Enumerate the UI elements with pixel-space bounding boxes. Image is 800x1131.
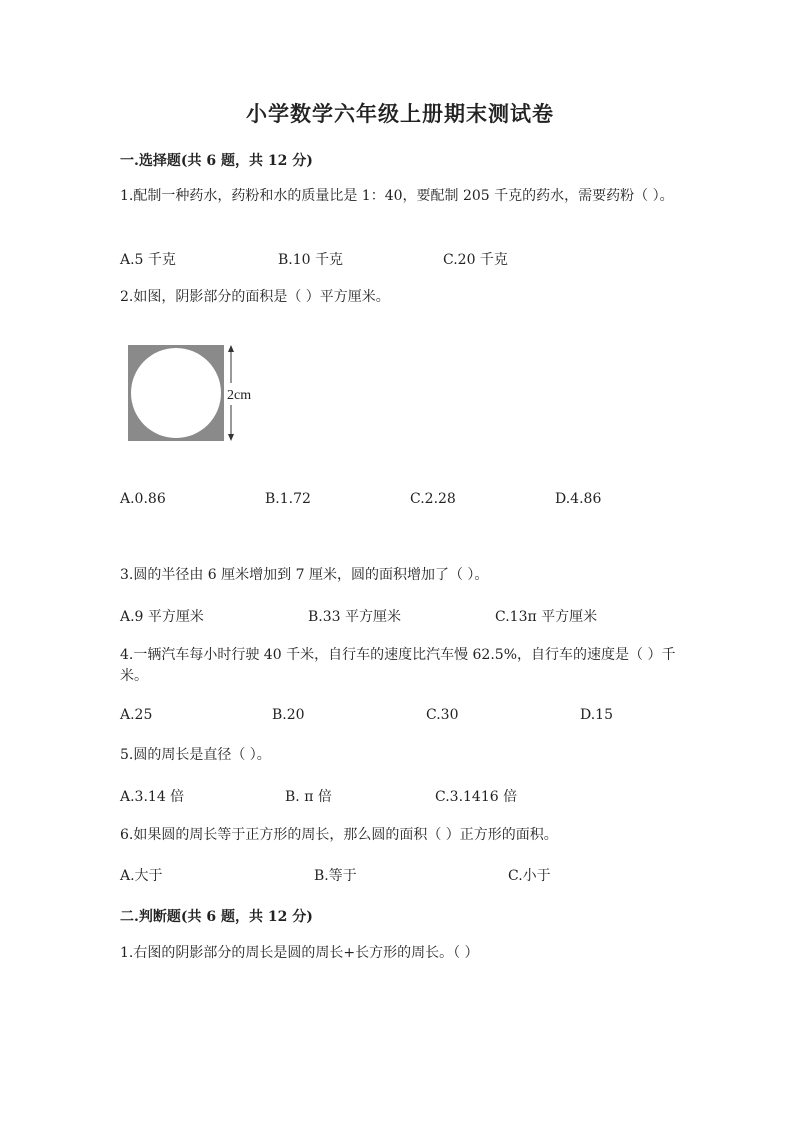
option-b: B.1.72 xyxy=(265,491,311,507)
option-a: A.25 xyxy=(120,707,153,723)
page-title: 小学数学六年级上册期末测试卷 xyxy=(246,101,554,126)
question-1-text: 1.配制一种药水，药粉和水的质量比是 1：40，要配制 205 千克的药水，需要药粉（ ）。 xyxy=(120,188,674,204)
section-title-choice: 一.选择题(共 6 题，共 12 分) xyxy=(120,153,313,169)
question-2-options xyxy=(120,491,720,511)
option-a: A.0.86 xyxy=(120,491,166,507)
option-a: A.大于 xyxy=(120,868,163,884)
option-b: B.33 平方厘米 xyxy=(308,609,402,625)
question-4-text: 4.一辆汽车每小时行驶 40 千米，自行车的速度比汽车慢 62.5%，自行车的速度是（ ）千米。 xyxy=(120,647,676,684)
question-4-options xyxy=(120,707,720,727)
option-b: B.等于 xyxy=(314,868,357,884)
question-3-text: 3.圆的半径由 6 厘米增加到 7 厘米，圆的面积增加了（ ）。 xyxy=(120,567,489,583)
option-d: D.4.86 xyxy=(555,491,602,507)
figure-dimension-label: 2cm xyxy=(227,388,252,403)
option-c: C.3.1416 倍 xyxy=(435,789,518,805)
dimension-arrow-up xyxy=(228,345,234,352)
option-c: C.20 千克 xyxy=(443,252,508,268)
option-b: B.20 xyxy=(272,707,305,723)
option-b: B. π 倍 xyxy=(285,789,332,805)
shaded-square-circle-diagram xyxy=(126,343,266,447)
option-c: C.小于 xyxy=(508,868,551,884)
option-d: D.15 xyxy=(580,707,613,723)
question-3-options xyxy=(120,606,720,626)
option-c: C.13π 平方厘米 xyxy=(495,609,598,625)
question-2-figure xyxy=(126,343,266,447)
option-a: A.3.14 倍 xyxy=(120,789,185,805)
question-2-text: 2.如图，阴影部分的面积是（ ）平方厘米。 xyxy=(120,289,390,305)
question-1-options xyxy=(120,249,720,269)
option-a: A.5 千克 xyxy=(120,252,176,268)
option-c: C.2.28 xyxy=(410,491,456,507)
question-5-options xyxy=(120,786,720,806)
judgement-question-1-text: 1.右图的阴影部分的周长是圆的周长+长方形的周长。（ ） xyxy=(120,945,479,961)
section-title-judgement: 二.判断题(共 6 题，共 12 分) xyxy=(120,909,313,925)
question-6-options xyxy=(120,865,720,885)
option-a: A.9 平方厘米 xyxy=(120,609,204,625)
option-b: B.10 千克 xyxy=(278,252,344,268)
dimension-arrow-down xyxy=(228,434,234,441)
question-5-text: 5.圆的周长是直径（ ）。 xyxy=(120,747,271,763)
question-6-text: 6.如果圆的周长等于正方形的周长，那么圆的面积（ ）正方形的面积。 xyxy=(120,827,558,843)
option-c: C.30 xyxy=(426,707,459,723)
figure-circle xyxy=(131,348,221,438)
